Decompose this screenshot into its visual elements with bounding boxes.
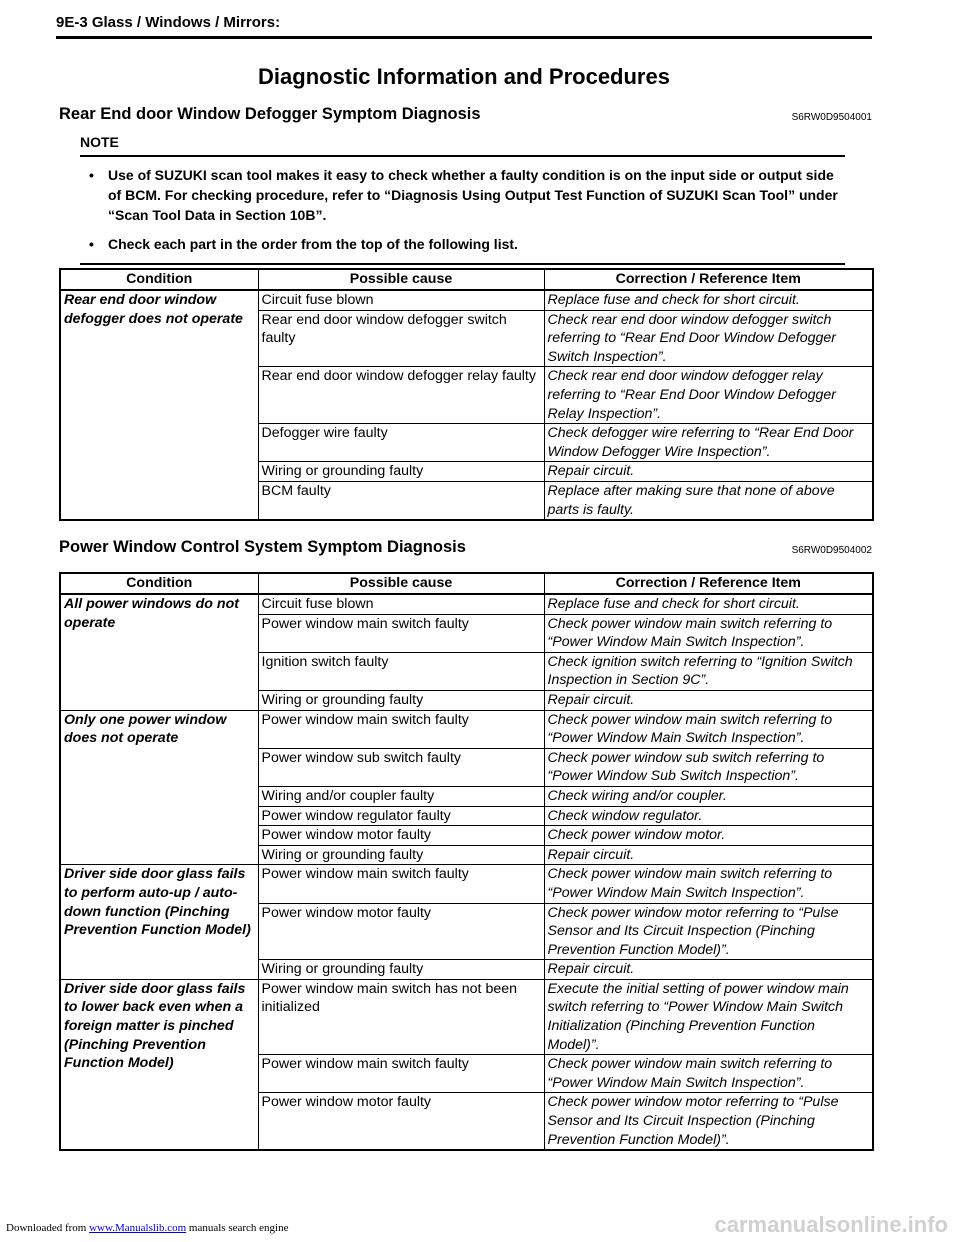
watermark: carmanualsonline.info	[714, 1212, 948, 1237]
cause-cell: Power window main switch faulty	[258, 1055, 544, 1093]
correction-cell: Repair circuit.	[544, 462, 873, 482]
cause-cell: Rear end door window defogger switch faulty	[258, 310, 544, 367]
cause-cell: Wiring or grounding faulty	[258, 462, 544, 482]
correction-cell: Check power window motor referring to “Pulse Sensor and Its Circuit Inspection (Pinching Prevention Function Model)”.	[544, 903, 873, 960]
column-header: Possible cause	[258, 573, 544, 594]
table-row	[60, 594, 873, 614]
power-window-diagnosis-table	[59, 572, 874, 1151]
cause-cell: Power window main switch has not been initialized	[258, 979, 544, 1054]
note-label: NOTE	[80, 134, 845, 157]
table-row	[60, 710, 873, 748]
condition-cell: All power windows do not operate	[60, 594, 258, 710]
cause-cell: Power window main switch faulty	[258, 614, 544, 652]
cause-cell: Defogger wire faulty	[258, 424, 544, 462]
note-text: Use of SUZUKI scan tool makes it easy to check whether a faulty condition is on the input side or output side of BCM. For checking procedure, refer to “Diagnosis Using Output Test Function of SUZUKI Scan Tool” under “Scan Tool Data in Section 10B”.	[108, 167, 838, 223]
section-code: S6RW0D9504002	[791, 545, 872, 556]
correction-cell: Repair circuit.	[544, 690, 873, 710]
correction-cell: Check power window main switch referring to “Power Window Main Switch Inspection”.	[544, 865, 873, 903]
condition-cell: Driver side door glass fails to perform auto-up / auto-down function (Pinching Prevention Function Model)	[60, 865, 258, 980]
section-code: S6RW0D9504001	[791, 112, 872, 123]
bullet-icon: •	[89, 236, 94, 252]
cause-cell: Power window regulator faulty	[258, 806, 544, 826]
condition-cell: Rear end door window defogger does not operate	[60, 290, 258, 520]
table-header-row	[60, 573, 873, 594]
correction-cell: Check power window main switch referring to “Power Window Main Switch Inspection”.	[544, 1055, 873, 1093]
correction-cell: Check power window motor referring to “Pulse Sensor and Its Circuit Inspection (Pinching Prevention Function Model)”.	[544, 1093, 873, 1150]
correction-cell: Check rear end door window defogger switch referring to “Rear End Door Window Defogger Switch Inspection”.	[544, 310, 873, 367]
column-header: Condition	[60, 269, 258, 290]
footer-suffix: manuals search engine	[186, 1222, 289, 1234]
cause-cell: BCM faulty	[258, 481, 544, 520]
section-heading-power-window	[59, 538, 872, 557]
cause-cell: Rear end door window defogger relay faulty	[258, 367, 544, 424]
table-header-row	[60, 269, 873, 290]
column-header: Correction / Reference Item	[544, 573, 873, 594]
section-heading-defogger	[59, 105, 872, 124]
correction-cell: Repair circuit.	[544, 845, 873, 865]
correction-cell: Check power window main switch referring to “Power Window Main Switch Inspection”.	[544, 710, 873, 748]
note-item	[80, 234, 845, 254]
cause-cell: Wiring or grounding faulty	[258, 690, 544, 710]
correction-cell: Check wiring and/or coupler.	[544, 786, 873, 806]
cause-cell: Circuit fuse blown	[258, 594, 544, 614]
note-list	[80, 165, 845, 254]
cause-cell: Power window motor faulty	[258, 903, 544, 960]
correction-cell: Replace after making sure that none of above parts is faulty.	[544, 481, 873, 520]
cause-cell: Power window sub switch faulty	[258, 748, 544, 786]
section-heading-text: Power Window Control System Symptom Diagnosis	[59, 538, 466, 556]
section-heading-text: Rear End door Window Defogger Symptom Diagnosis	[59, 105, 481, 123]
cause-cell: Power window motor faulty	[258, 826, 544, 846]
cause-cell: Wiring and/or coupler faulty	[258, 786, 544, 806]
note-item	[80, 165, 845, 225]
correction-cell: Check power window main switch referring to “Power Window Main Switch Inspection”.	[544, 614, 873, 652]
cause-cell: Power window motor faulty	[258, 1093, 544, 1150]
footer-prefix: Downloaded from	[6, 1222, 90, 1234]
correction-cell: Check rear end door window defogger relay referring to “Rear End Door Window Defogger Relay Inspection”.	[544, 367, 873, 424]
condition-cell: Only one power window does not operate	[60, 710, 258, 865]
column-header: Correction / Reference Item	[544, 269, 873, 290]
correction-cell: Check power window motor.	[544, 826, 873, 846]
correction-cell: Repair circuit.	[544, 960, 873, 980]
page-title: Diagnostic Information and Procedures	[258, 64, 670, 89]
correction-cell: Check ignition switch referring to “Ignition Switch Inspection in Section 9C”.	[544, 652, 873, 690]
page-header	[56, 14, 872, 39]
download-footer	[6, 1222, 288, 1234]
table-row	[60, 865, 873, 903]
correction-cell: Check power window sub switch referring to “Power Window Sub Switch Inspection”.	[544, 748, 873, 786]
cause-cell: Ignition switch faulty	[258, 652, 544, 690]
cause-cell: Power window main switch faulty	[258, 710, 544, 748]
note-box	[80, 134, 845, 265]
correction-cell: Replace fuse and check for short circuit.	[544, 594, 873, 614]
page-header-text: 9E-3 Glass / Windows / Mirrors:	[56, 14, 281, 31]
table-row	[60, 290, 873, 310]
cause-cell: Circuit fuse blown	[258, 290, 544, 310]
condition-cell: Driver side door glass fails to lower back even when a foreign matter is pinched (Pinching Prevention Function Model)	[60, 979, 258, 1150]
correction-cell: Execute the initial setting of power window main switch referring to “Power Window Main Switch Initialization (Pinching Prevention Function Model)”.	[544, 979, 873, 1054]
correction-cell: Check defogger wire referring to “Rear End Door Window Defogger Wire Inspection”.	[544, 424, 873, 462]
cause-cell: Power window main switch faulty	[258, 865, 544, 903]
note-divider	[80, 263, 845, 265]
correction-cell: Check window regulator.	[544, 806, 873, 826]
correction-cell: Replace fuse and check for short circuit.	[544, 290, 873, 310]
column-header: Condition	[60, 573, 258, 594]
manualslib-link[interactable]: www.Manualslib.com	[89, 1222, 187, 1234]
bullet-icon: •	[89, 167, 94, 183]
column-header: Possible cause	[258, 269, 544, 290]
cause-cell: Wiring or grounding faulty	[258, 845, 544, 865]
table-row	[60, 979, 873, 1054]
defogger-diagnosis-table	[59, 268, 874, 521]
note-text: Check each part in the order from the top of the following list.	[108, 236, 518, 252]
cause-cell: Wiring or grounding faulty	[258, 960, 544, 980]
